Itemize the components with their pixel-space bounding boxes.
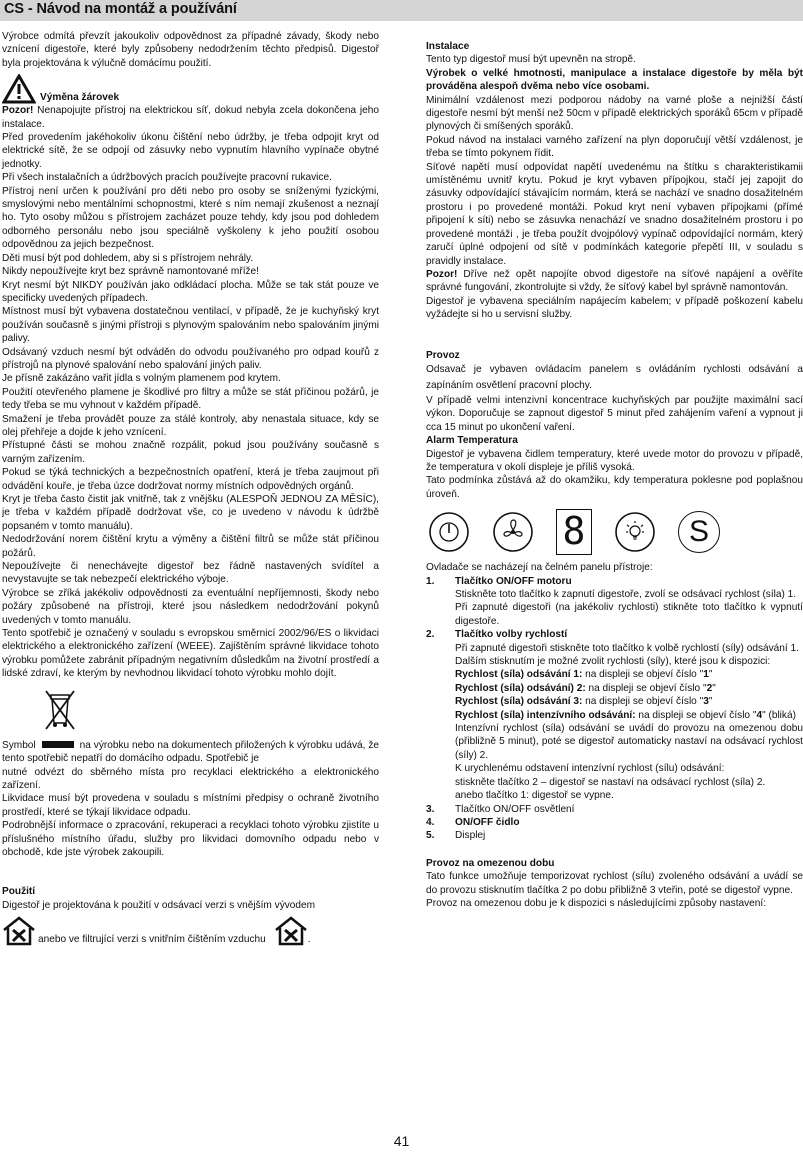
display-digit: 8 — [562, 509, 586, 554]
left-paragraph: Nepoužívejte či nenechávejte digestoř bez řádně nastavených svídítel a nevystavujte se tak nebezpečí elektrického výboje. — [2, 561, 379, 586]
list-number: 5. — [426, 830, 435, 842]
controls-list — [426, 575, 803, 843]
seven-segment-display — [556, 509, 592, 555]
speed-label: Rychlost (síla) odsávání) 2: — [455, 682, 586, 694]
speed-end: " — [708, 669, 713, 681]
symbol-word: Symbol — [2, 739, 36, 751]
pozor-label: Pozor! — [2, 105, 34, 117]
install-paragraph: Digestoř je vybavena speciálním napájecím kabelem; v případě poškození kabelu vyžádejte si ho u servisní služby. — [426, 295, 803, 321]
speed-label: Rychlost (síla) intenzívního odsávání: — [455, 709, 636, 721]
install-paragraph: Minimální vzdálenost mezi podporou nádoby na varné ploše a nejnižší částí digestoře nesmí být menší než 50cm v případě elektrických sporáků 65cm v případě plynových či smíšených sporáků. — [426, 94, 803, 133]
left-paragraph: Při všech instalačních a údržbových pracích používejte pracovní rukavice. — [2, 172, 332, 184]
timer-paragraph: Tato funkce umožňuje temporizovat rychlost (sílu) zvoleného odsávání a uvádí se do provozu stisknutím tlačítka 2 po dobu přibližně 3 vteřin, poté se digestoř vypne. — [426, 871, 803, 896]
fan-button-icon[interactable] — [492, 511, 534, 553]
list-item-text: Stiskněte toto tlačítko k zapnutí digestoře, zvolí se odsávací rychlost (síla) 1. — [455, 589, 797, 600]
list-item-text: Při zapnuté digestoři stiskněte toto tlačítko k volbě rychlostí (síly) odsávání 1. — [455, 642, 799, 654]
list-item-text: Intenzívní rychlost (síla) odsávání se uvádí do provozu na omezenou dobu (přibližně 5 minut), poté se digestoř automaticky nastaví na odsávací rychlost (síly) 2. — [455, 723, 803, 761]
left-paragraph: Je přísně zakázáno vařit jídla s volným plamenem pod krytem. — [2, 373, 281, 385]
list-item-title: Tlačítko volby rychlostí — [455, 629, 568, 641]
usage-text: Digestoř je projektována k použití v odsávací verzi s vnějším vývodem — [2, 899, 316, 911]
provoz-paragraph: V případě velmi intenzivní koncentrace kuchyňských par použijte maximální sací výkon. Doporučuje se zapnout digestoř 5 minut před zahájením vaření a vypnout ji cca 15 minut po ukončení vaření. — [426, 394, 803, 433]
list-number: 1. — [426, 575, 435, 587]
left-paragraph: Výrobce se zříká jakékoliv odpovědnosti za eventuální nepříjemnosti, škody nebo požáry způsobené na přístroji, které jsou následkem nedodržování pokynů uvedených v tomto manuálu. — [2, 587, 379, 626]
list-item — [426, 803, 803, 816]
install-paragraph: Tento typ digestoř musí být upevněn na stropě. — [426, 54, 636, 66]
left-paragraph: Nikdy nepoužívejte kryt bez správně namontované mříže! — [2, 266, 259, 278]
pozor-paragraph — [2, 104, 379, 131]
left-paragraph: Kryt je třeba často čistit jak vnitřně, tak z vnějšku (ALESPOŇ JEDNOU ZA MĚSÍC), je třeba v každém případě dodržovat vše, co je uvedeno v návodu k údržbě popsaném v tomto manuálu). — [2, 494, 379, 532]
usage-mid: anebo ve filtrující verzi s vnitřním čištěním vzduchu — [38, 933, 266, 945]
symbol-paragraph — [2, 739, 379, 766]
weee-bin-area — [2, 687, 379, 735]
timer-paragraph: Provoz na omezenou dobu je k dispozici s následujícími způsoby nastavení: — [426, 897, 767, 909]
warning-icon — [2, 74, 36, 104]
usage-icons-row — [2, 916, 379, 946]
install-paragraph: Pokud návod na instalaci varného zařízení na plyn doporučují větší vzdálenost, je třeba se tímto pokynem řídit. — [426, 134, 803, 160]
speed-text: na displeji se objeví číslo " — [585, 682, 707, 694]
left-paragraph: Nedodržování norem čištění krytu a výměny a čištění filtrů se může stát příčinou požárů. — [2, 534, 379, 559]
list-item-title: ON/OFF čidlo — [455, 816, 520, 828]
list-item — [426, 829, 803, 842]
left-paragraph: Přístroj není určen k používání pro děti nebo pro osoby se sníženými fyzickými, smyslovými nebo mentálními schopnostmi, které s ním nemají zkušenost a neznají ho. Tyto osoby můžou s přístrojem zacházet pouze tehdy, kdy jsou pod dohledem odborného personálu nebo jsou speciálně vyškoleny k jeho použití osobou odpovědnou za jejich bezpečnost. — [2, 185, 379, 251]
page-number: 41 — [393, 1133, 410, 1149]
light-button-icon[interactable] — [614, 511, 656, 553]
timer-heading: Provoz na omezenou dobu — [426, 857, 555, 869]
speed-label: Rychlost (síla) odsávání 1: — [455, 669, 583, 681]
crossed-bin-icon — [42, 687, 78, 731]
sensor-button[interactable] — [678, 511, 720, 553]
list-number: 3. — [426, 803, 435, 815]
speed-line — [455, 695, 803, 708]
intro-paragraph: Výrobce odmítá převzít jakoukoliv odpovědnost za případné závady, škody nebo vznícení digestoře, které byly způsobeny nedodržením těchto předpisů. Digestoř byla projektována k výlučně domácímu použití. — [2, 31, 379, 69]
alarm-heading: Alarm Temperatura — [426, 435, 518, 447]
provoz-paragraph: Odsavač je vybaven ovládacím panelem s ovládáním rychlosti odsávání a zapínáním osvětlení pracovní plochy. — [426, 363, 803, 391]
install-warning: Výrobek o velké hmotnosti, manipulace a instalace digestoře by měla být prováděna alespoň dvěma nebo více osobami. — [426, 67, 803, 93]
weee-paragraph: Tento spotřebič je označený v souladu s evropskou směrnicí 2002/96/ES o likvidaci elektrického a elektronického zařízení (WEEE). Zajištěním správné likvidace tohoto výrobku pomůžete zabránit případným negativním důsledkům na životní prostředí a lidské zdraví, ke kterým by nevhodnou likvidací tohoto výrobku mohlo dojít. — [2, 628, 379, 680]
left-paragraph: Odsávaný vzduch nesmí být odváděn do odvodu používaného pro odpad kouřů z přístrojů na plynové spalování nebo spalování jiných paliv. — [2, 346, 379, 371]
speed-end: " — [708, 696, 713, 708]
pozor-text: Dříve než opět napojíte obvod digestoře na síťové napájení a ověříte správné fungování, zkontrolujte si vždy, že síťový kabel byl správně namontován. — [426, 268, 803, 294]
speed-number: 3 — [703, 696, 709, 708]
speed-line — [455, 668, 803, 681]
pozor-text: Nenapojujte přístroj na elektrickou síť, dokud nebyla zcela dokončena jeho instalace. — [2, 105, 379, 130]
page-title: CS - Návod na montáž a používání — [4, 1, 237, 17]
speed-text: na displeji se objeví číslo " — [635, 709, 757, 721]
left-paragraph: Kryt nesmí být NIKDY používán jako odkládací plocha. Může se tak stát pouze ve specificky uvedených případech. — [2, 279, 379, 304]
control-panel — [428, 509, 803, 555]
alarm-paragraph: Digestoř je vybavena čidlem temperatury, které uvede motor do provozu v případě, že temperatura v okolí displeje je příliš vysoká. — [426, 448, 803, 473]
ducted-house-icon — [2, 916, 36, 946]
list-item-title: Tlačítko ON/OFF osvětlení — [455, 803, 575, 815]
panel-caption: Ovladače se nacházejí na čelném panelu přístroje: — [426, 562, 653, 574]
pozor-paragraph — [426, 268, 803, 295]
speed-label: Rychlost (síla) odsávání 3: — [455, 696, 583, 708]
list-item — [426, 816, 803, 829]
symbol-text: na výrobku nebo na dokumentech přiložených k výrobku udává, že tento spotřebič nepatří do domácího odpadu. Spotřebič je — [2, 739, 379, 765]
speed-text: na displeji se objeví číslo " — [582, 696, 704, 708]
right-column — [426, 40, 803, 910]
speed-end: " (bliká) — [762, 709, 796, 721]
left-paragraph: Likvidace musí být provedena v souladu s místními předpisy o ochraně životního prostředí, které se týkají likvidace odpadu. — [2, 793, 379, 818]
left-paragraph: nutné odvézt do sběrného místa pro recyklaci elektrického a elektronického zařízení. — [2, 766, 379, 791]
left-paragraph: Pokud se týká technických a bezpečnostních opatření, která je třeba zaujmout při odvádění kouře, je třeba úzce dodržovat normy místních odpovědných orgánů. — [2, 467, 379, 492]
list-item-text: stiskněte tlačítko 2 – digestoř se nastaví na odsávací rychlost (síla) 2. — [455, 776, 766, 788]
bulb-heading: Výměna žárovek — [40, 91, 120, 103]
alarm-paragraph: Tato podmínka zůstává až do okamžiku, kdy temperatura poklesne pod poplašnou úroveň. — [426, 475, 803, 500]
speed-number: 4 — [756, 709, 763, 721]
left-paragraph: Před provedením jakéhokoliv úkonu čištění nebo údržby, je třeba odpojit kryt od elektrické sítě, že se odpojí od zásuvky nebo vypnutím hlavního vypínače obytné jednotky. — [2, 132, 379, 170]
left-paragraph: Místnost musí být vybavena dostatečnou ventilací, v případě, že je kuchyňský kryt používán současně s jinými přístroji s plynovým spalováním nebo spalováním jinými palivy. — [2, 306, 379, 345]
list-item — [426, 628, 803, 802]
sensor-letter: S — [688, 515, 709, 549]
left-column — [2, 30, 379, 946]
list-item — [426, 575, 803, 629]
pozor-label: Pozor! — [426, 268, 458, 280]
list-number: 2. — [426, 629, 435, 641]
left-paragraph: Přístupné části se mohou značně rozpálit, pokud jsou používány současně s varným zařízením. — [2, 440, 379, 465]
install-heading: Instalace — [426, 41, 470, 52]
left-paragraph: Podrobnější informace o zpracování, rekuperaci a recyklaci tohoto výrobku zjistíte u příslušného místního úřadu, služby pro likvidaci domovního odpadu nebo v obchodě, kde jste výrobek zakoupili. — [2, 820, 379, 858]
recirculating-house-icon — [274, 916, 308, 946]
speed-number: 2 — [706, 682, 713, 694]
provoz-heading: Provoz — [426, 349, 460, 361]
list-item-text: Při zapnuté digestoři (na jakékoliv rychlosti) stikněte toto tlačítko k vypnutí digestoře. — [455, 602, 803, 627]
speed-line — [455, 682, 803, 695]
list-item-title: Displej — [455, 830, 486, 842]
weee-bar-icon — [42, 741, 74, 748]
left-paragraph: Děti musí být pod dohledem, aby si s přístrojem nehrály. — [2, 252, 254, 264]
list-item-text: Dalším stisknutím je možné zvolit rychlosti (síly), které jsou k dispozici: — [455, 656, 771, 668]
usage-heading: Použití — [2, 886, 36, 898]
speed-text: na displeji se objeví číslo " — [582, 669, 704, 681]
left-paragraph: Smažení je třeba provádět pouze za stálé kontroly, aby nenastala situace, kdy se olej přehřeje a dojde k jeho vznícení. — [2, 413, 379, 438]
speed-end: " — [712, 682, 716, 694]
usage-end: . — [307, 933, 311, 945]
list-item-text: K urychlenému odstavení intenzívní rychlost (sílu) odsávání: — [455, 763, 725, 775]
install-paragraph: Síťové napětí musí odpovídat napětí uvedenému na štítku s charakteristikamii umístěnému uvnitř krytu. Pokud je kryt vybaven přípojkou, stačí jej zapojit do zásuvky odpovídající stávajícím normám, která se nachází ve snadno dosažitelném prostoru i po provedené montáži. Pokud kryt není vybaven přípojkami (přímé připojení k síti) nebo se zásuvka nenachází ve snadno dosažitelném prostoru i po provedené montáži , je třeba použít dvojpólový vypínač odpovídající normám, který zaručí úplné odpojení od sítě v podmínkách kategorie přepětí III, v souladu s pravidly instalace. — [426, 161, 803, 267]
page-header — [0, 0, 803, 21]
speed-line — [455, 709, 803, 722]
bulb-section-heading — [2, 74, 379, 104]
left-paragraph: Použití otevřeného plamene je škodlivé pro filtry a může se stát příčinou požárů, je tedy třeba se mu vyhnout v každém případě. — [2, 386, 379, 412]
list-item-title: Tlačítko ON/OFF motoru — [455, 575, 572, 587]
power-button-icon[interactable] — [428, 511, 470, 553]
speed-number: 1 — [703, 669, 709, 681]
list-number: 4. — [426, 816, 435, 828]
list-item-text: anebo tlačítko 1: digestoř se vypne. — [455, 790, 614, 802]
